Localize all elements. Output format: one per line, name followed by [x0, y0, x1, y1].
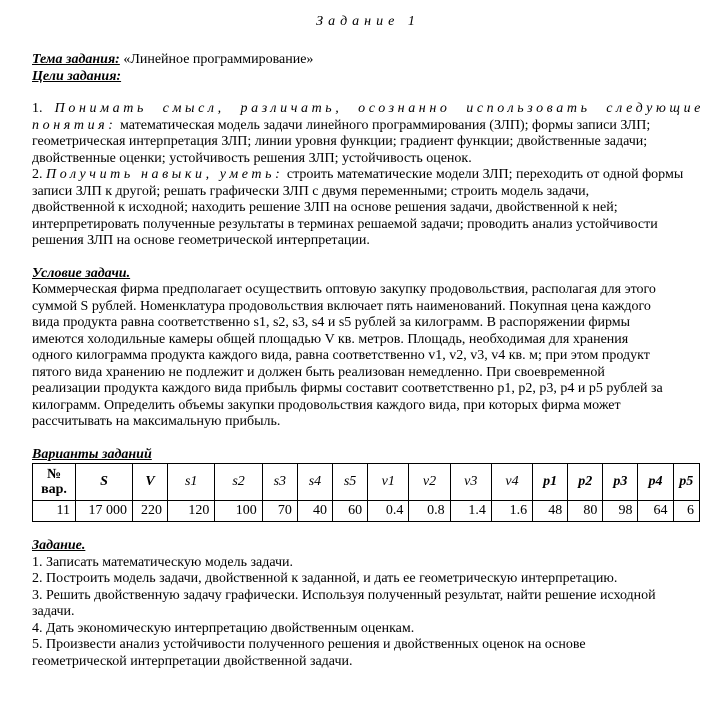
table-cell: 11: [33, 501, 76, 522]
goal2-text-3: двойственной к исходной; находить решение ЗЛП на основе решения задачи, двойственной к ней;: [32, 200, 618, 215]
condition-line: Коммерческая фирма предполагает осуществить оптовую закупку продовольствия, располагая для этого: [32, 282, 656, 297]
table-cell: 100: [215, 501, 262, 522]
goal2-text-1: строить математические модели ЗЛП; переходить от одной формы: [286, 167, 684, 182]
goal2-spaced: Получить навыки, уметь:: [46, 167, 284, 182]
col-header-v3: v3: [450, 464, 491, 501]
table-cell: 64: [638, 501, 673, 522]
table-header-row: [33, 464, 700, 501]
goals-label: Цели задания:: [32, 68, 122, 84]
table-cell: 17 000: [76, 501, 133, 522]
table-cell: 0.8: [409, 501, 450, 522]
goal2-line-1: [32, 167, 704, 184]
task-item: 5. Произвести анализ устойчивости полученного решения и двойственных оценок на основе: [32, 637, 586, 652]
col-header-p2: p2: [568, 464, 603, 501]
task-item: 2. Построить модель задачи, двойственной к заданной, и дать ее геометрическую интерпретацию.: [32, 571, 618, 586]
col-header-S: S: [76, 464, 133, 501]
table-cell: 40: [297, 501, 332, 522]
condition-line: рассчитывать на максимальную прибыль.: [32, 414, 281, 429]
condition-line: реализации продукта каждого вида прибыль фирмы составит соответственно p1, p2, p3, p4 и p5 рублей за: [32, 381, 663, 396]
goal2-text-5: решения ЗЛП на основе геометрической интерпретации.: [32, 233, 370, 248]
task-item: геометрической интерпретации двойственной задачи.: [32, 653, 353, 669]
col-header-s3: s3: [262, 464, 297, 501]
condition-line: одного килограмма продукта каждого вида, равна соответственно v1, v2, v3, v4 кв. м; при этом продукт: [32, 348, 650, 363]
task-item: 3. Решить двойственную задачу графически. Используя полученный результат, найти решение исходной: [32, 587, 656, 603]
col-header-variant: № вар.: [33, 464, 76, 501]
table-cell: 80: [568, 501, 603, 522]
variants-table: [32, 463, 700, 522]
document-page: [32, 12, 704, 670]
condition-line: имеются холодильные камеры общей площадью V кв. метров. Площадь, необходимая для хранения: [32, 331, 629, 347]
col-header-p5: p5: [673, 464, 699, 501]
task-item: 4. Дать экономическую интерпретацию двойственным оценкам.: [32, 620, 415, 636]
col-header-p3: p3: [603, 464, 638, 501]
col-header-s2: s2: [215, 464, 262, 501]
col-header-V: V: [133, 464, 168, 501]
goal1-line-1: [32, 101, 704, 118]
goal1-spaced: Понимать смысл, различать, осознанно использовать следующие: [54, 101, 704, 116]
table-cell: 0.4: [368, 501, 409, 522]
task-item: 1. Записать математическую модель задачи.: [32, 554, 294, 570]
table-cell: 70: [262, 501, 297, 522]
topic-label: Тема задания:: [32, 52, 120, 67]
col-header-s1: s1: [168, 464, 215, 501]
table-cell: 98: [603, 501, 638, 522]
table-cell: 1.4: [450, 501, 491, 522]
goal2-text-4: интерпретировать полученные результаты в терминах решаемой задачи; проводить анализ устойчивости: [32, 216, 658, 232]
page-title: Задание 1: [316, 14, 420, 29]
condition-line: пятого вида хранению не подлежит и должен быть реализован немедленно. При своевременной: [32, 364, 605, 380]
task-label: Задание.: [32, 538, 86, 553]
col-header-v4: v4: [491, 464, 532, 501]
condition-text: [32, 282, 704, 431]
col-header-v2: v2: [409, 464, 450, 501]
table-cell: 6: [673, 501, 699, 522]
col-header-s4: s4: [297, 464, 332, 501]
goal2-prefix: 2.: [32, 167, 46, 182]
topic-text: «Линейное программирование»: [119, 52, 314, 67]
table-cell: 220: [133, 501, 168, 522]
table-cell: 60: [333, 501, 368, 522]
goal1-line-2b: понятия: математическая модель задачи линейного программирования (ЗЛП); формы записи ЗЛП;: [32, 117, 651, 133]
condition-line: килограмм. Определить объемы закупки продовольствия каждого вида, при которых фирма может: [32, 397, 621, 413]
condition-line: суммой S рублей. Номенклатура продовольствия включает пять наименований. Покупная цена каждого: [32, 298, 651, 314]
variants-label: Варианты заданий: [32, 446, 152, 462]
goal1-text-2: геометрическая интерпретация ЗЛП; линии уровня функции; градиент функции; двойственные задачи;: [32, 134, 648, 149]
table-row: [33, 501, 700, 522]
topic-line: [32, 52, 704, 69]
task-item: задачи.: [32, 604, 75, 619]
goal1-text-1: математическая модель задачи линейного программирования (ЗЛП); формы записи ЗЛП;: [120, 117, 651, 133]
table-cell: 48: [533, 501, 568, 522]
table-cell: 1.6: [491, 501, 532, 522]
goal2-text-2: записи ЗЛП к другой; решать графически ЗЛП с двумя переменными; строить модель задачи,: [32, 183, 590, 199]
goal1-prefix: 1.: [32, 101, 55, 116]
col-header-p4: p4: [638, 464, 673, 501]
col-header-p1: p1: [533, 464, 568, 501]
col-header-v1: v1: [368, 464, 409, 501]
table-cell: 120: [168, 501, 215, 522]
condition-label: Условие задачи.: [32, 265, 131, 281]
col-header-s5: s5: [333, 464, 368, 501]
condition-line: вида продукта равна соответственно s1, s2, s3, s4 и s5 рублей за килограмм. В распоряжении фирмы: [32, 315, 631, 330]
goal1-text-3: двойственные оценки; устойчивость решения ЗЛП; устойчивость оценок.: [32, 150, 472, 166]
